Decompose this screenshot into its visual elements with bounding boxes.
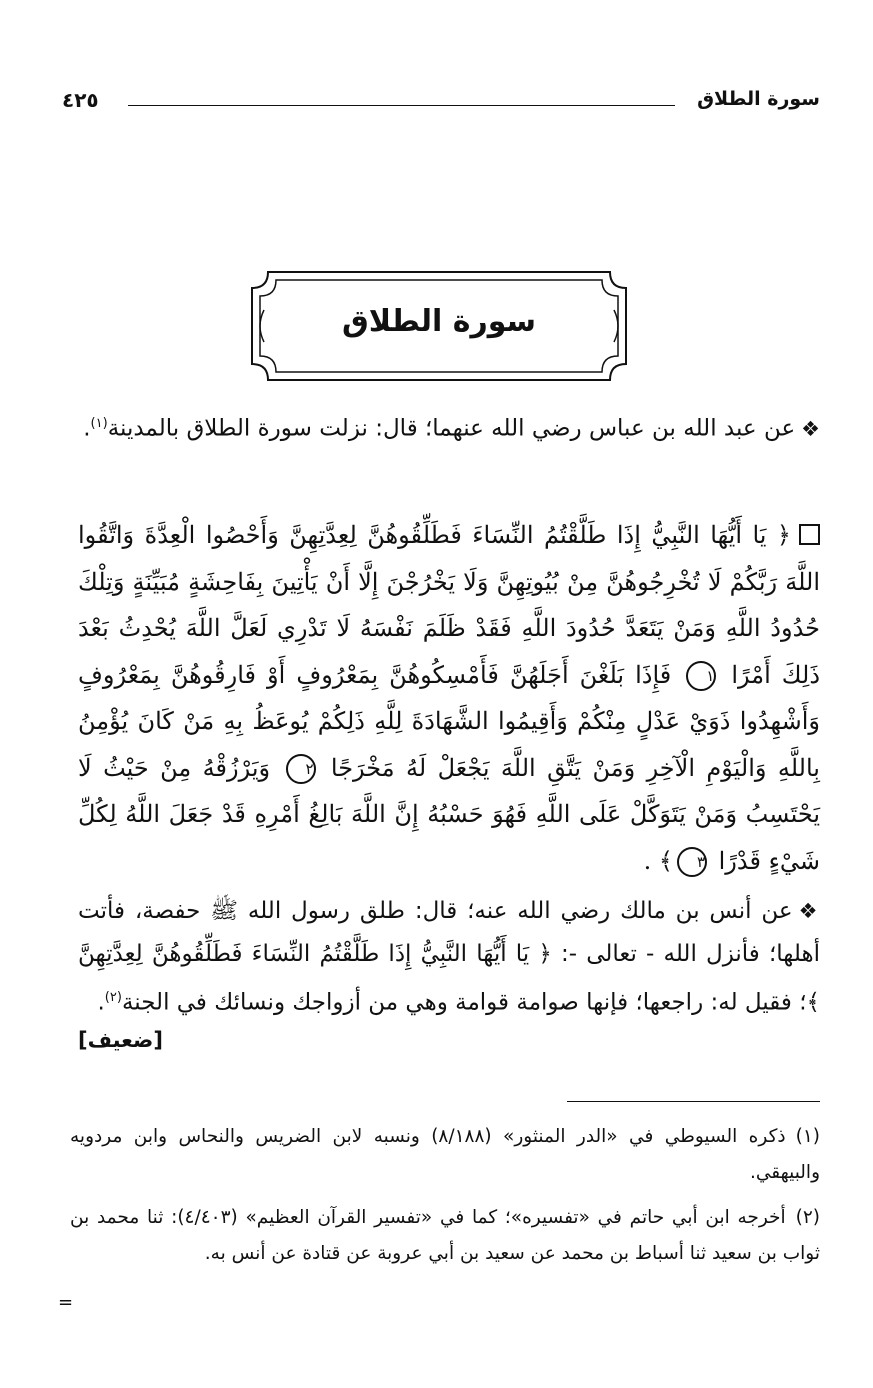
hadith-2-text-b: ؛ فقيل له: راجعها؛ فإنها صوامة قوامة وهي من أزواجك ونسائك في الجنة bbox=[121, 989, 807, 1016]
footnote-1 bbox=[70, 1119, 820, 1191]
header-rule bbox=[128, 105, 675, 106]
footnote-2-text: أخرجه ابن أبي حاتم في «تفسيره»؛ كما في «تفسير القرآن العظيم» (٤/٤٠٣): ثنا محمد بن ثواب بن سعيد ثنا أسباط بن محمد عن سعيد بن أبي عروبة عن قتادة عن أنس به. bbox=[70, 1207, 820, 1264]
ayah-marker: ٢ bbox=[286, 754, 316, 784]
page-header bbox=[62, 88, 820, 122]
footnote-1-number: (١) bbox=[795, 1126, 820, 1147]
footnote-separator bbox=[567, 1101, 820, 1102]
square-marker-icon bbox=[799, 524, 820, 545]
hadith-2-quote: ﴿ يَا أَيُّهَا النَّبِيُّ إِذَا طَلَّقْتُمُ النِّسَاءَ فَطَلِّقُوهُنَّ لِعِدَّتِهِنَّ ﴾ bbox=[78, 941, 820, 1016]
footnote-ref-2: (٢) bbox=[104, 990, 122, 1005]
page-number: ٤٢٥ bbox=[62, 88, 99, 112]
quran-text-a: ﴿ يَا أَيُّهَا النَّبِيُّ إِذَا طَلَّقْتُمُ النِّسَاءَ فَطَلِّقُوهُنَّ لِعِدَّتِهِنَّ وَأَحْصُوا الْعِدَّةَ وَاتَّقُوا اللَّهَ رَبَّكُمْ لَا تُخْرِجُوهُنَّ مِنْ بُيُوتِهِنَّ وَلَا يَخْرُجْنَ إِلَّا أَنْ يَأْتِينَ بِفَاحِشَةٍ مُبَيِّنَةٍ وَتِلْكَ حُدُودُ اللَّهِ وَمَنْ يَتَعَدَّ حُدُودَ اللَّهِ فَقَدْ ظَلَمَ نَفْسَهُ لَا تَدْرِي لَعَلَّ اللَّهَ يُحْدِثُ بَعْدَ ذَلِكَ أَمْرًا bbox=[78, 521, 821, 689]
hadith-2 bbox=[78, 890, 820, 1062]
ayah-marker: ٣ bbox=[677, 847, 707, 877]
hadith-1-end: . bbox=[83, 415, 91, 442]
continuation-mark: = bbox=[58, 1292, 74, 1313]
quran-end: ﴾ . bbox=[643, 846, 673, 875]
header-surah-name: سورة الطلاق bbox=[697, 88, 820, 110]
diamond-bullet-icon: ❖ bbox=[798, 899, 821, 923]
hadith-1 bbox=[78, 402, 820, 451]
footnote-2-number: (٢) bbox=[795, 1207, 820, 1228]
footnote-ref-1: (١) bbox=[90, 416, 108, 431]
footnote-2 bbox=[70, 1200, 820, 1272]
quran-passage bbox=[78, 512, 820, 884]
surah-title-frame bbox=[250, 270, 628, 382]
surah-title: سورة الطلاق bbox=[341, 304, 537, 339]
hadith-1-text: عن عبد الله بن عباس رضي الله عنهما؛ قال: نزلت سورة الطلاق بالمدينة bbox=[107, 415, 796, 442]
hadith-2-end: . bbox=[97, 989, 105, 1016]
grade-label: [ضعيف] bbox=[78, 1028, 163, 1052]
diamond-bullet-icon: ❖ bbox=[801, 416, 820, 441]
quran-text-c: وَيَرْزُقْهُ مِنْ حَيْثُ لَا يَحْتَسِبُ وَمَنْ يَتَوَكَّلْ عَلَى اللَّهِ فَهُوَ حَسْبُهُ إِنَّ اللَّهَ بَالِغُ أَمْرِهِ قَدْ جَعَلَ اللَّهُ لِكُلِّ شَيْءٍ قَدْرًا bbox=[78, 753, 820, 875]
quran-text-b: فَإِذَا بَلَغْنَ أَجَلَهُنَّ فَأَمْسِكُوهُنَّ بِمَعْرُوفٍ أَوْ فَارِقُوهُنَّ بِمَعْرُوفٍ وَأَشْهِدُوا ذَوَيْ عَدْلٍ مِنْكُمْ وَأَقِيمُوا الشَّهَادَةَ لِلَّهِ ذَلِكُمْ يُوعَظُ بِهِ مَنْ كَانَ يُؤْمِنُ بِاللَّهِ وَالْيَوْمِ الْآخِرِ وَمَنْ يَتَّقِ اللَّهَ يَجْعَلْ لَهُ مَخْرَجًا bbox=[78, 660, 820, 782]
hadith-2-text-a: عن أنس بن مالك رضي الله عنه؛ قال: طلق رسول الله ﷺ حفصة، فأتت أهلها؛ فأنزل الله - تعالى -: bbox=[78, 898, 821, 967]
ayah-marker: ١ bbox=[686, 661, 716, 691]
footnote-1-text: ذكره السيوطي في «الدر المنثور» (٨/١٨٨) ونسبه لابن الضريس والنحاس وابن مردويه والبيهقي. bbox=[70, 1126, 820, 1183]
